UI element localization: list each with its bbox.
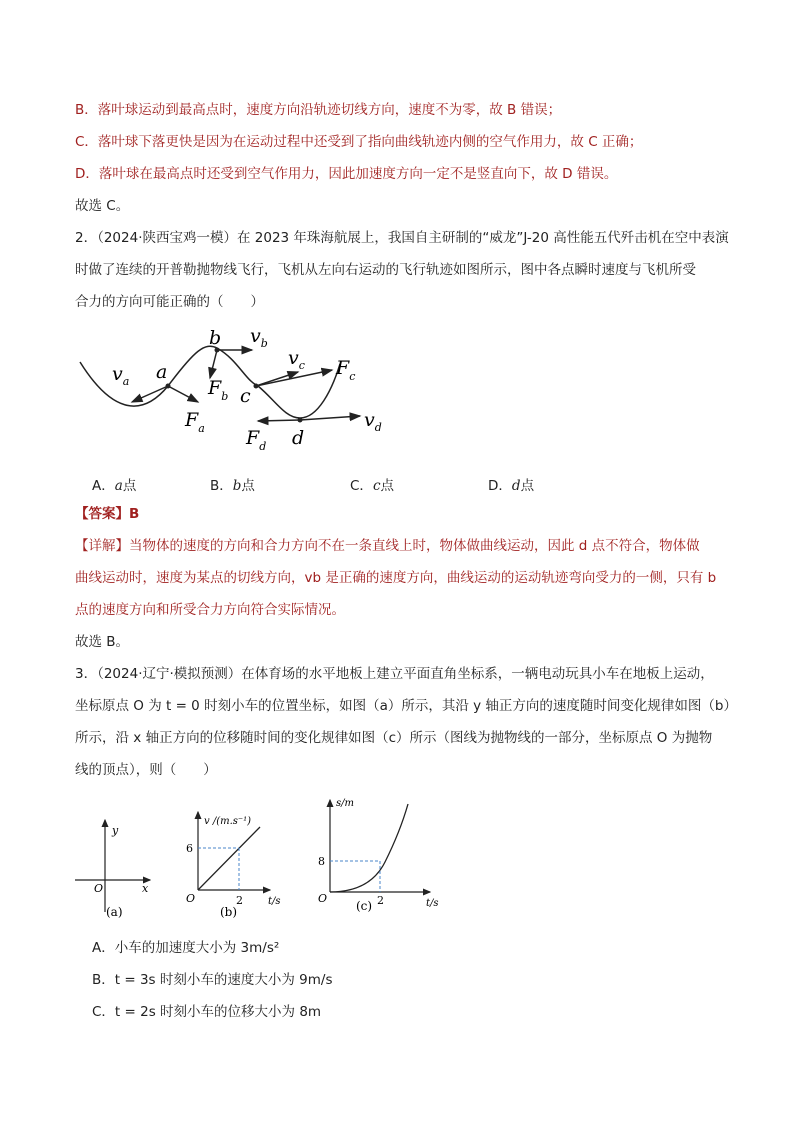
svg-text:2: 2 bbox=[236, 894, 243, 907]
q2-line-3: 合力的方向可能正确的（ ） bbox=[75, 294, 264, 310]
q2-line-2: 时做了连续的开普勒抛物线飞行，飞机从左向右运动的飞行轨迹如图所示，图中各点瞬时速度与飞机所受 bbox=[75, 262, 696, 278]
svg-text:vb: $v_b$ bbox=[250, 325, 268, 350]
svg-text:6: 6 bbox=[186, 842, 193, 855]
q2-detail-line-2: 曲线运动时，速度为某点的切线方向，vb 是正确的速度方向，曲线运动的运动轨迹弯向受力的一侧，只有 b bbox=[75, 570, 717, 586]
explanation-line-d: D．落叶球在最高点时还受到空气作用力，因此加速度方向一定不是竖直向下，故 D 错误。 bbox=[75, 166, 618, 182]
svg-text:va: $v_a$ bbox=[112, 363, 130, 388]
svg-text:s/m: s/m bbox=[336, 798, 354, 809]
svg-text:8: 8 bbox=[318, 855, 325, 868]
svg-text:Fd: $F_d$ bbox=[246, 427, 267, 453]
fb-arrow bbox=[210, 350, 217, 378]
figure-c-displacement-graph bbox=[318, 798, 439, 913]
svg-text:y: y bbox=[112, 824, 119, 837]
va-arrow bbox=[132, 386, 168, 402]
q3-option-a[interactable]: A．小车的加速度大小为 3m/s² bbox=[92, 940, 280, 956]
svg-text:t/s: t/s bbox=[268, 896, 281, 907]
svg-text:b: b bbox=[209, 327, 222, 349]
svg-text:Fb: $F_b$ bbox=[208, 377, 229, 403]
svg-text:x: x bbox=[142, 882, 149, 895]
figure-b-velocity-graph bbox=[186, 812, 281, 919]
svg-text:vd: $v_d$ bbox=[364, 409, 382, 434]
svg-text:(b): (b) bbox=[220, 905, 238, 919]
explanation-line-c: C．落叶球下落更快是因为在运动过程中还受到了指向曲线轨迹内侧的空气作用力，故 C 正确； bbox=[75, 134, 643, 150]
svg-text:(c): (c) bbox=[356, 899, 373, 913]
fc-arrow bbox=[256, 370, 332, 386]
svg-text:a: a bbox=[156, 361, 168, 383]
svg-text:O: O bbox=[186, 892, 196, 905]
explanation-line-b: B．落叶球运动到最高点时，速度方向沿轨迹切线方向，速度不为零，故 B 错误； bbox=[75, 102, 562, 118]
q3-line-1: 3．（2024·辽宁·模拟预测）在体育场的水平地板上建立平面直角坐标系，一辆电动玩具小车在地板上运动， bbox=[75, 666, 714, 682]
q3-line-2: 坐标原点 O 为 t = 0 时刻小车的位置坐标，如图（a）所示，其沿 y 轴正方向的速度随时间变化规律如图（b） bbox=[75, 698, 737, 714]
q3-line-3: 所示，沿 x 轴正方向的位移随时间的变化规律如图（c）所示（图线为抛物线的一部分，坐标原点 O 为抛物 bbox=[75, 730, 713, 746]
fa-arrow bbox=[168, 386, 198, 402]
svg-text:vc: $v_c$ bbox=[288, 347, 305, 372]
q2-detail-line-1: 【详解】当物体的速度的方向和合力方向不在一条直线上时，物体做曲线运动，因此 d 点不符合，物体做 bbox=[75, 538, 700, 554]
svg-text:2: 2 bbox=[377, 894, 384, 907]
q3-option-c[interactable]: C．t = 2s 时刻小车的位移大小为 8m bbox=[92, 1004, 322, 1020]
svg-text:v /(m.s⁻¹): v /(m.s⁻¹) bbox=[204, 816, 252, 827]
q2-detail-line-3: 点的速度方向和所受合力方向符合实际情况。 bbox=[75, 602, 345, 618]
svg-text:Fc: $F_c$ bbox=[336, 357, 356, 383]
q2-option-a[interactable]: A．a点 bbox=[92, 478, 137, 494]
svg-text:O: O bbox=[318, 892, 328, 905]
q2-line-1: 2．（2024·陕西宝鸡一模）在 2023 年珠海航展上，我国自主研制的“威龙”J-20 高性能五代歼击机在空中表演 bbox=[75, 230, 729, 246]
svg-text:t/s: t/s bbox=[426, 898, 439, 909]
flight-trajectory-figure bbox=[70, 320, 410, 460]
svg-text:Fa: $F_a$ bbox=[185, 409, 205, 435]
fd-arrow bbox=[258, 420, 300, 421]
vd-arrow bbox=[300, 416, 360, 420]
svg-text:c: c bbox=[240, 385, 251, 407]
q2-conclusion: 故选 B。 bbox=[75, 634, 130, 650]
conclusion-line: 故选 C。 bbox=[75, 198, 130, 214]
svg-text:O: O bbox=[94, 882, 104, 895]
q2-option-d[interactable]: D．d点 bbox=[488, 478, 535, 494]
q3-line-4: 线的顶点），则（ ） bbox=[75, 762, 217, 778]
q3-figures bbox=[70, 792, 450, 922]
svg-text:(a): (a) bbox=[106, 905, 123, 919]
q2-option-b[interactable]: B．b点 bbox=[210, 478, 255, 494]
svg-text:d: d bbox=[292, 427, 305, 449]
q2-option-c[interactable]: C．c点 bbox=[350, 478, 394, 494]
q3-option-b[interactable]: B．t = 3s 时刻小车的速度大小为 9m/s bbox=[92, 972, 333, 988]
figure-a-axes bbox=[75, 820, 150, 919]
q2-answer: 【答案】B bbox=[75, 506, 140, 522]
